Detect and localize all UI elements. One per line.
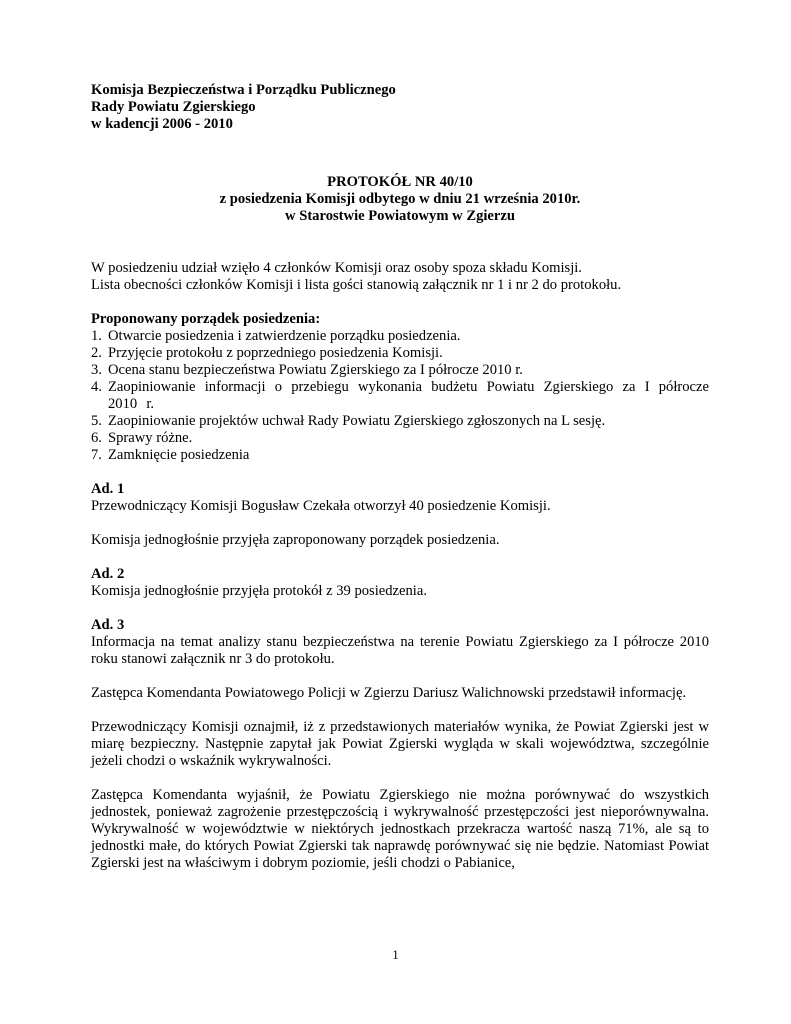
ad1-heading: Ad. 1 (91, 481, 125, 497)
ad2-section (91, 566, 709, 600)
agenda-heading: Proponowany porządek posiedzenia: (91, 311, 321, 327)
committee-header (91, 82, 709, 133)
protocol-subtitle-date: z posiedzenia Komisji odbytego w dniu 21 września 2010r. (219, 191, 581, 207)
ad3-paragraph-1: Informacja na temat analizy stanu bezpieczeństwa na terenie Powiatu Zgierskiego za I półrocze 2010 roku stanowi załącznik nr 3 do protokołu. (91, 634, 709, 667)
agenda-section (91, 311, 709, 464)
ad3-paragraph-2: Zastępca Komendanta Powiatowego Policji w Zgierzu Dariusz Walichnowski przedstawił informację. (91, 685, 687, 701)
agenda-item: 1. Otwarcie posiedzenia i zatwierdzenie porządku posiedzenia. (91, 328, 461, 344)
ad1-paragraph-1: Przewodniczący Komisji Bogusław Czekała otworzył 40 posiedzenie Komisji. (91, 498, 551, 514)
page-number: 1 (392, 948, 399, 962)
protocol-title-block (91, 174, 709, 225)
intro-section (91, 260, 709, 294)
protocol-subtitle-place: w Starostwie Powiatowym w Zgierzu (285, 208, 515, 224)
protocol-title: PROTOKÓŁ NR 40/10 (327, 174, 473, 190)
agenda-item: 6. Sprawy różne. (91, 430, 193, 446)
agenda-item: 3. Ocena stanu bezpieczeństwa Powiatu Zgierskiego za I półrocze 2010 r. (91, 362, 523, 378)
agenda-item: 5. Zaopiniowanie projektów uchwał Rady Powiatu Zgierskiego zgłoszonych na L sesję. (91, 413, 606, 429)
committee-name: Komisja Bezpieczeństwa i Porządku Publicznego (91, 82, 396, 98)
agenda-list (91, 328, 709, 464)
agenda-item: 7. Zamknięcie posiedzenia (91, 447, 250, 463)
ad1-section (91, 481, 709, 549)
agenda-item: 4. Zaopiniowanie informacji o przebiegu wykonania budżetu Powiatu Zgierskiego za I półrocze 2010 r. (91, 379, 709, 412)
council-name: Rady Powiatu Zgierskiego (91, 99, 256, 115)
ad3-paragraph-4: Zastępca Komendanta wyjaśnił, że Powiatu Zgierskiego nie można porównywać do wszystkich jednostek, ponieważ zagrożenie przestępczością i wykrywalność przestępczości jest nieporównywalna. Wykrywalność w województwie w niektórych jednostkach przekracza wartość naszą 71%, ale są to jednostki małe, do których Powiat Zgierski tak naprawdę porównywać się nie będzie. Natomiast Powiat Zgierski jest na właściwym i dobrym poziomie, jeśli chodzi o Pabianice, (91, 787, 709, 871)
document-page (91, 82, 709, 872)
ad1-paragraph-2: Komisja jednogłośnie przyjęła zaproponowany porządek posiedzenia. (91, 532, 500, 548)
ad3-heading: Ad. 3 (91, 617, 125, 633)
ad2-heading: Ad. 2 (91, 566, 125, 582)
attendance-line: W posiedzeniu udział wzięło 4 członków Komisji oraz osoby spoza składu Komisji. (91, 260, 582, 276)
ad3-section (91, 617, 709, 872)
attendance-list-line: Lista obecności członków Komisji i lista gości stanowią załącznik nr 1 i nr 2 do protokołu. (91, 277, 622, 293)
term-line: w kadencji 2006 - 2010 (91, 116, 233, 132)
ad3-paragraph-3: Przewodniczący Komisji oznajmił, iż z przedstawionych materiałów wynika, że Powiat Zgierski jest w miarę bezpieczny. Następnie zapytał jak Powiat Zgierski wygląda w skali województwa, szczególnie jeżeli chodzi o wskaźnik wykrywalności. (91, 719, 709, 769)
agenda-item: 2. Przyjęcie protokołu z poprzedniego posiedzenia Komisji. (91, 345, 443, 361)
ad2-paragraph-1: Komisja jednogłośnie przyjęła protokół z 39 posiedzenia. (91, 583, 427, 599)
